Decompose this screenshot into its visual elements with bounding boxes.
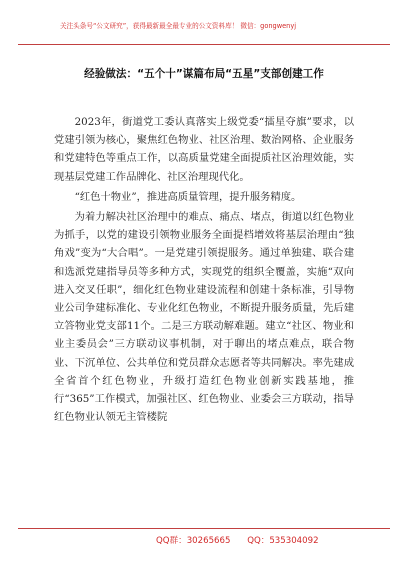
paragraph-intro: 2023年，街道党工委认真落实上级党委“擂星夺旗”要求，以党建引领为核心，聚焦红色物业、社区治理、数治网格、企业服务和党建特色等重点工作，以高质量党建全面提质社区治理效能，实现基层党建工作品牌化、社区治理现代化。 <box>54 116 354 183</box>
footer-qq-number: QQ：535304092 <box>247 536 319 546</box>
header-promo-note: 关注头条号“公文研究”，获得最新最全最专业的公文资料库！ 微信：gongwenyj <box>60 22 297 30</box>
paragraph-red-property: 为着力解决社区治理中的难点、痛点、堵点，街道以红色物业为抓手，以党的建设引领物业服务全面提档增效将基层治理由“独角戏”变为“大合唱”。一是党建引领提服务。通过单独建、联合建和选派党建指导员等多种方式，实现党的组织全覆盖，实施“双向进入交叉任职”，细化红色物业建设流程和创建十条标准，引导物业公司争建标准化、专业化红色物业，不断提升服务质量，先后建立答物业党支部11个。二是三方联动解难题。建立“社区、物业和业主委员会”三方联动议事机制，对于聊出的堵点难点，联合物业、下沉单位、公共单位和党员群众志愿者等共同解决。率先建成全省首个红色物业，升级打造红色物业创新实践基地，推行“365”工作模式，加强社区、红色物业、业委会三方联动，指导红色物业认领无主管楼院 <box>54 211 354 424</box>
document-body <box>54 113 354 428</box>
header-divider <box>18 44 390 45</box>
page-footer <box>0 528 408 580</box>
paragraph-section-heading: “红色十物业”，推进高质量管理，提升服务精度。 <box>74 190 302 203</box>
page-header <box>0 0 408 52</box>
footer-contact <box>156 534 319 546</box>
footer-divider <box>18 528 390 529</box>
footer-qq-group: QQ群：30265665 <box>156 536 231 546</box>
document-title: 经验做法：“五个十”谋篇布局“五星”支部创建工作 <box>84 68 324 80</box>
